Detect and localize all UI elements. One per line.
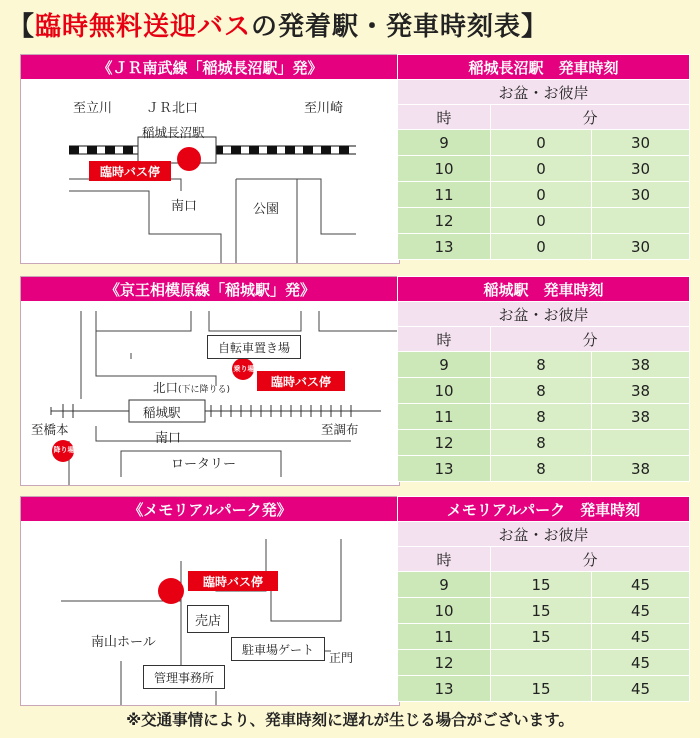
- table-row: [398, 378, 690, 404]
- minute-cell: [592, 208, 690, 234]
- label-boarding: 乗り場: [233, 365, 255, 373]
- col-minute: 分: [491, 105, 690, 130]
- minute-cell: 30: [592, 156, 690, 182]
- label-alighting: 降り場: [53, 446, 75, 454]
- table-row: [398, 650, 690, 676]
- table-header: 稲城駅 発車時刻: [398, 277, 690, 302]
- minute-cell: 45: [592, 598, 690, 624]
- minute-cell: 0: [491, 234, 592, 260]
- label-bike-parking: 自転車置き場: [207, 335, 301, 359]
- hour-cell: 12: [398, 208, 491, 234]
- minute-cell: 38: [592, 404, 690, 430]
- hour-cell: 11: [398, 404, 491, 430]
- minute-cell: 15: [491, 598, 592, 624]
- timetable-inagi-naganuma: [397, 54, 690, 260]
- table-row: [398, 456, 690, 482]
- table-header: メモリアルパーク 発車時刻: [398, 497, 690, 522]
- col-minute: 分: [491, 547, 690, 572]
- col-hour: 時: [398, 105, 491, 130]
- table-row: [398, 182, 690, 208]
- section-memorial-park: [20, 496, 690, 706]
- table-row: [398, 156, 690, 182]
- bus-stop-label: 臨時バス停: [188, 571, 278, 591]
- table-row: [398, 352, 690, 378]
- label-main-gate: 正門: [329, 651, 354, 665]
- minute-cell: 38: [592, 456, 690, 482]
- label-station: 稲城駅: [143, 405, 181, 420]
- title-bracket-open: 【: [8, 11, 36, 42]
- minute-cell: 45: [592, 572, 690, 598]
- section-inagi-naganuma: [20, 54, 690, 264]
- label-to-kawasaki: 至川崎: [304, 101, 344, 116]
- hour-cell: 10: [398, 156, 491, 182]
- minute-cell: 45: [592, 624, 690, 650]
- table-subheader: お盆・お彼岸: [398, 80, 690, 105]
- timetable-memorial-park: [397, 496, 690, 702]
- hour-cell: 10: [398, 378, 491, 404]
- table-row: [398, 430, 690, 456]
- minute-cell: 8: [491, 404, 592, 430]
- col-hour: 時: [398, 547, 491, 572]
- minute-cell: 8: [491, 456, 592, 482]
- label-office: 管理事務所: [143, 665, 225, 689]
- table-subheader: お盆・お彼岸: [398, 302, 690, 327]
- table-row: [398, 234, 690, 260]
- hour-cell: 9: [398, 572, 491, 598]
- minute-cell: 0: [491, 182, 592, 208]
- table-row: [398, 572, 690, 598]
- minute-cell: 30: [592, 182, 690, 208]
- page-title: [8, 4, 692, 44]
- label-rotary: ロータリー: [171, 457, 237, 472]
- north-exit-note: (下に降りる): [178, 385, 231, 395]
- minute-cell: 30: [592, 130, 690, 156]
- label-hall: 南山ホール: [91, 635, 156, 650]
- minute-cell: 8: [491, 352, 592, 378]
- hour-cell: 12: [398, 430, 491, 456]
- map-header: 《京王相模原線「稲城駅」発》: [21, 277, 399, 301]
- minute-cell: 38: [592, 378, 690, 404]
- title-bracket-close: 】: [521, 11, 549, 42]
- label-parking-gate: 駐車場ゲート: [231, 637, 325, 661]
- minute-cell: 45: [592, 676, 690, 702]
- footer-note: ※交通事情により、発車時刻に遅れが生じる場合がございます。: [126, 711, 574, 729]
- label-to-chofu: 至調布: [321, 422, 359, 437]
- north-exit-text: 北口: [153, 380, 179, 395]
- minute-cell: [592, 430, 690, 456]
- hour-cell: 11: [398, 624, 491, 650]
- title-rest: の発着駅・発車時刻表: [251, 11, 522, 42]
- minute-cell: 0: [491, 156, 592, 182]
- hour-cell: 13: [398, 676, 491, 702]
- label-to-tachikawa: 至立川: [73, 101, 113, 116]
- minute-cell: 8: [491, 430, 592, 456]
- table-row: [398, 404, 690, 430]
- minute-cell: 15: [491, 676, 592, 702]
- minute-cell: 45: [592, 650, 690, 676]
- bus-stop-label: 臨時バス停: [257, 371, 345, 391]
- hour-cell: 12: [398, 650, 491, 676]
- label-to-hashimoto: 至橋本: [31, 422, 69, 437]
- col-hour: 時: [398, 327, 491, 352]
- title-highlight: 臨時無料送迎バス: [35, 11, 252, 42]
- minute-cell: 38: [592, 352, 690, 378]
- label-south-exit: 南口: [155, 431, 182, 446]
- map-header: 《メモリアルパーク発》: [21, 497, 399, 521]
- hour-cell: 13: [398, 234, 491, 260]
- table-row: [398, 676, 690, 702]
- label-north-exit: [153, 378, 230, 396]
- timetable-inagi: [397, 276, 690, 482]
- bus-stop-label: 臨時バス停: [89, 161, 171, 181]
- section-inagi: [20, 276, 690, 486]
- map-header: 《ＪＲ南武線「稲城長沼駅」発》: [21, 55, 399, 79]
- minute-cell: 0: [491, 208, 592, 234]
- minute-cell: [491, 650, 592, 676]
- minute-cell: 8: [491, 378, 592, 404]
- hour-cell: 13: [398, 456, 491, 482]
- table-row: [398, 624, 690, 650]
- bus-stop-marker: [177, 147, 201, 171]
- minute-cell: 15: [491, 624, 592, 650]
- map-inagi: [20, 276, 400, 486]
- hour-cell: 10: [398, 598, 491, 624]
- hour-cell: 9: [398, 352, 491, 378]
- table-header: 稲城長沼駅 発車時刻: [398, 55, 690, 80]
- bus-stop-marker: [158, 578, 184, 604]
- table-subheader: お盆・お彼岸: [398, 522, 690, 547]
- label-south-exit: 南口: [171, 199, 198, 214]
- map-inagi-naganuma: [20, 54, 400, 264]
- table-row: [398, 208, 690, 234]
- minute-cell: 15: [491, 572, 592, 598]
- table-row: [398, 598, 690, 624]
- minute-cell: 0: [491, 130, 592, 156]
- col-minute: 分: [491, 327, 690, 352]
- map-memorial-park: [20, 496, 400, 706]
- hour-cell: 9: [398, 130, 491, 156]
- label-shop: 売店: [187, 605, 229, 633]
- label-station: 稲城長沼駅: [142, 125, 205, 140]
- label-park: 公園: [253, 202, 280, 217]
- table-row: [398, 130, 690, 156]
- hour-cell: 11: [398, 182, 491, 208]
- label-jr-north-exit: ＪＲ北口: [146, 101, 199, 116]
- minute-cell: 30: [592, 234, 690, 260]
